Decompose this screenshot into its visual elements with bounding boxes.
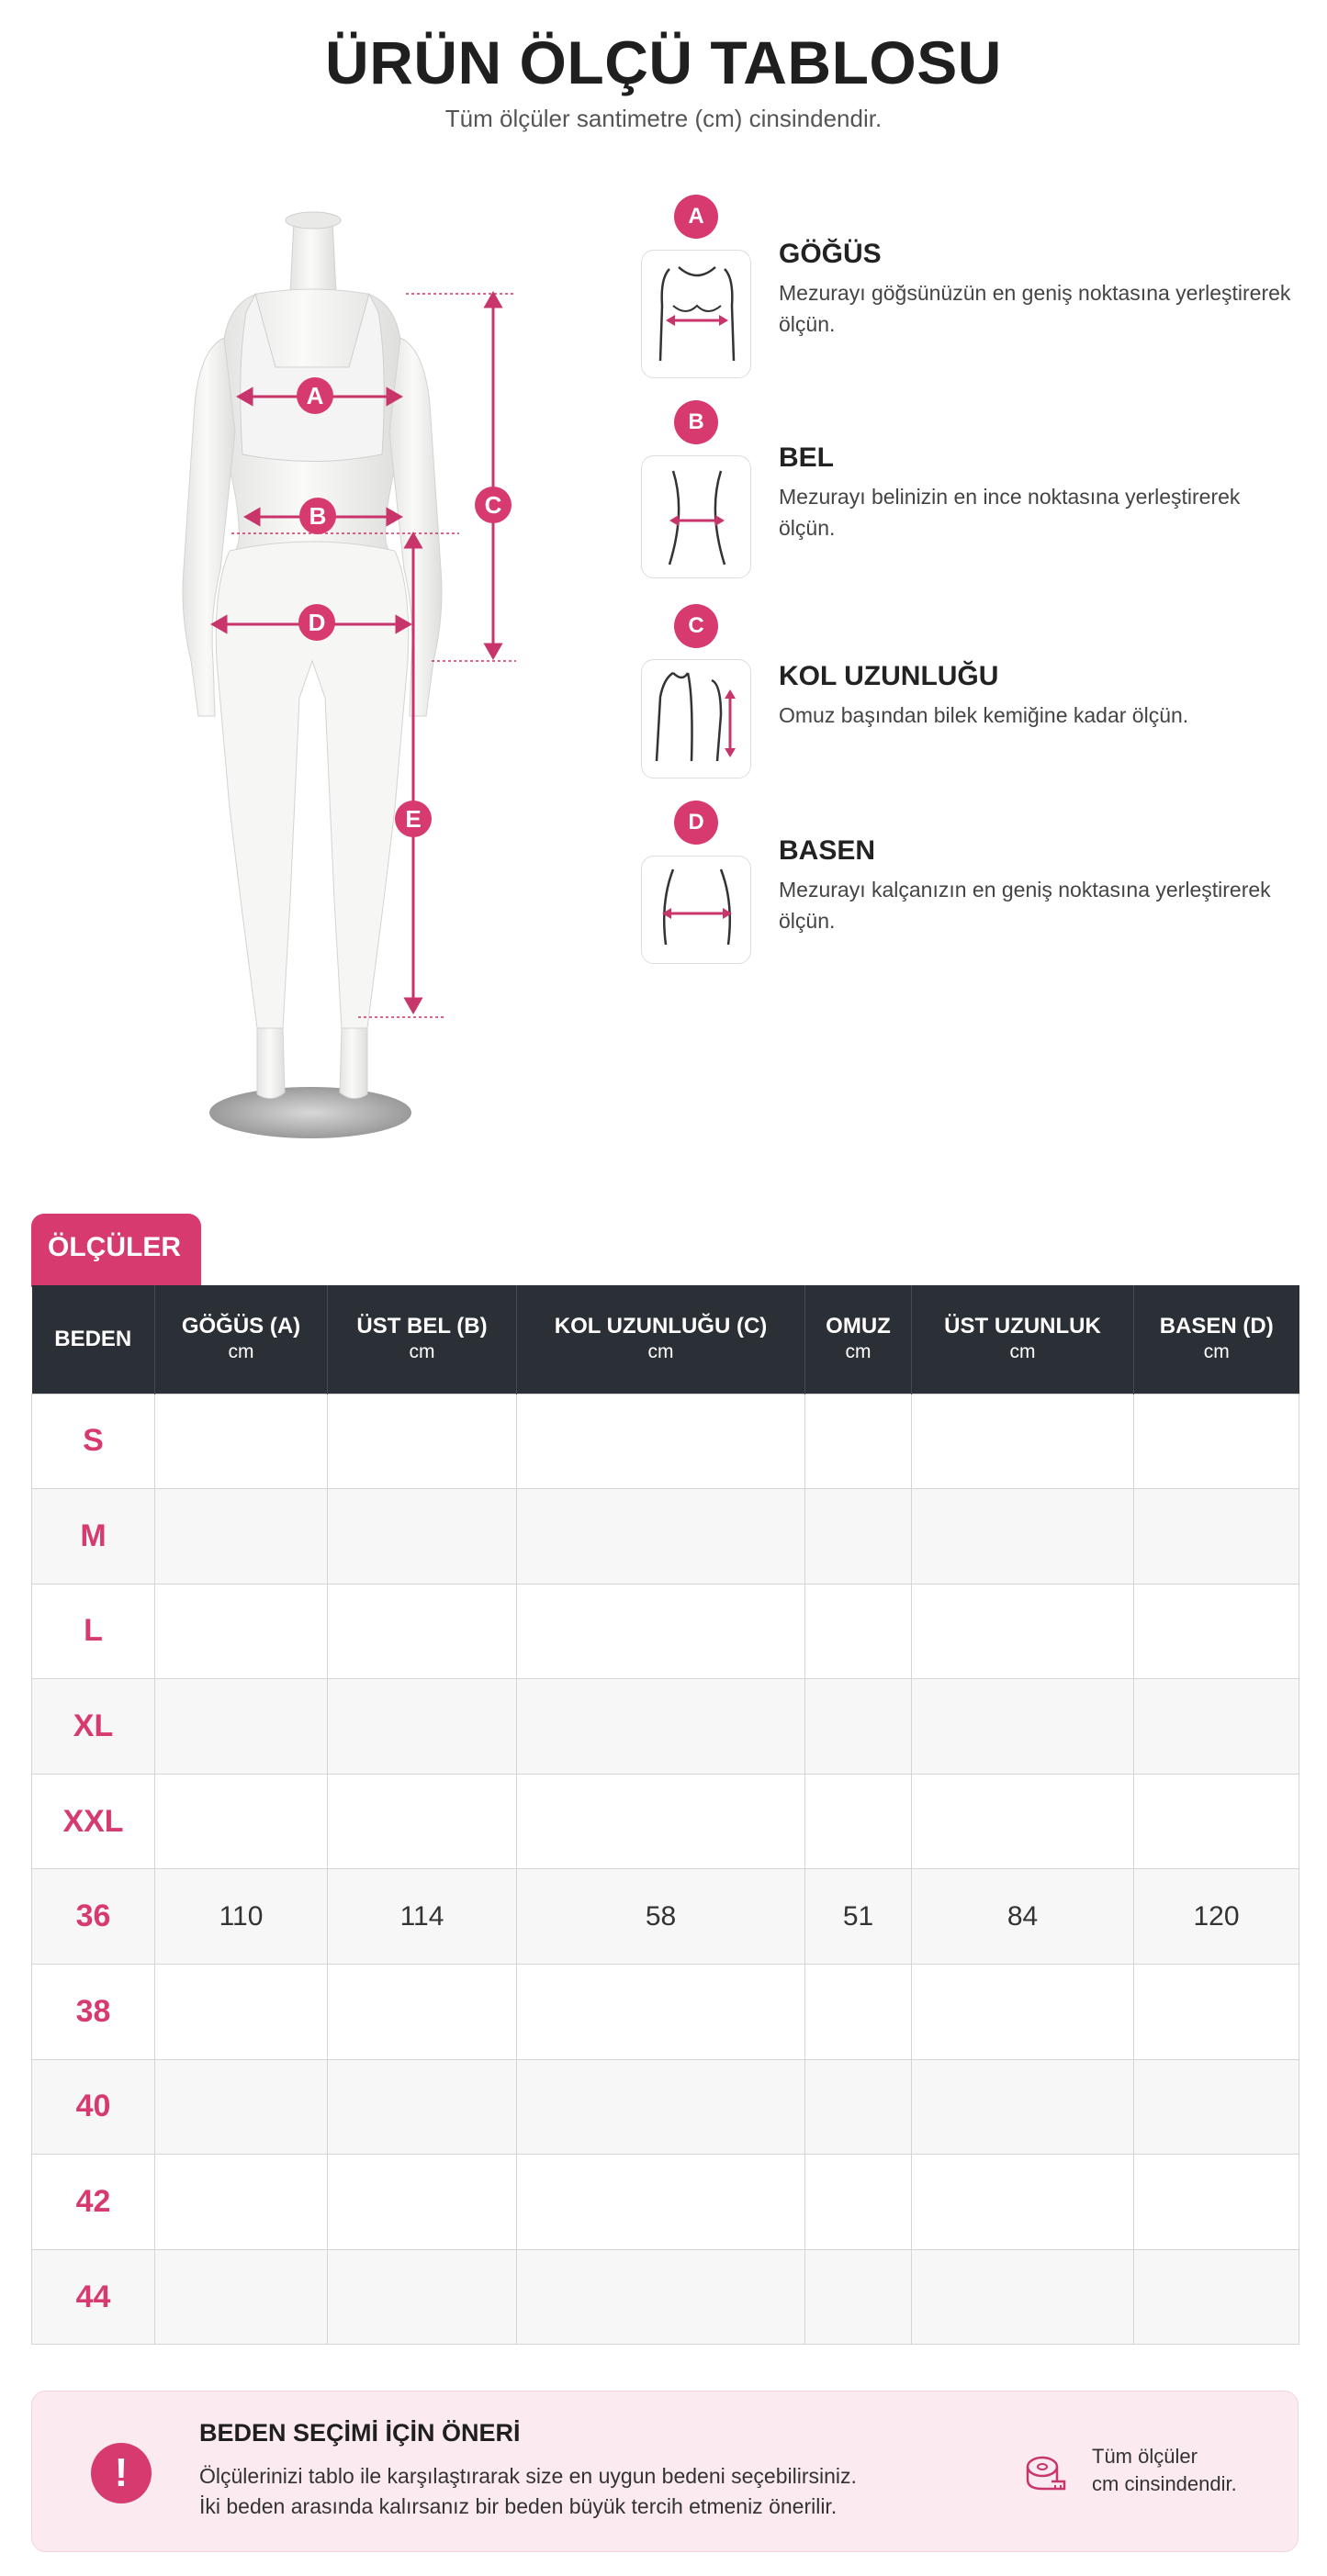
measurement-cell [328, 1584, 517, 1679]
measurement-cell [328, 1774, 517, 1869]
measurement-cell [328, 1965, 517, 2060]
measurement-cell [328, 2249, 517, 2345]
measuring-tape-icon [1024, 2450, 1068, 2494]
measurement-cell [155, 1965, 328, 2060]
table-row [32, 1394, 1299, 1489]
arm-length-icon [641, 659, 751, 778]
guide-badge-c: C [674, 604, 718, 648]
tip-line-1: Ölçülerinizi tablo ile karşılaştırarak size en uygun bedeni seçebilirsiniz. [199, 2464, 857, 2488]
measurement-cell [805, 2059, 912, 2155]
table-row [32, 2059, 1299, 2155]
measurement-cell [517, 1679, 805, 1775]
size-label-cell: 38 [32, 1965, 155, 2060]
guide-name-arm: KOL UZUNLUĞU [779, 661, 999, 691]
measurement-cell [517, 2059, 805, 2155]
marker-b: B [309, 502, 327, 530]
guide-desc-chest: Mezurayı göğsünüzün en geniş noktasına yerleştirerek ölçün. [779, 281, 1291, 336]
measurement-cell [1134, 1489, 1299, 1585]
column-header-waist: ÜST BEL (B) cm [328, 1285, 517, 1394]
guide-item-arm [641, 604, 1284, 788]
measurement-cell [912, 1489, 1134, 1585]
mannequin-illustration [92, 184, 542, 1148]
measurement-cell [1134, 2155, 1299, 2250]
measurement-cell [912, 2155, 1134, 2250]
exclamation-icon: ! [91, 2443, 152, 2503]
marker-d: D [308, 609, 326, 636]
table-header-row [32, 1285, 1299, 1394]
table-row [32, 1869, 1299, 1965]
guide-name-waist: BEL [779, 442, 834, 473]
measurement-cell [1134, 1584, 1299, 1679]
measurement-cell: 110 [155, 1869, 328, 1965]
size-label-cell: S [32, 1394, 155, 1489]
page-subtitle: Tüm ölçüler santimetre (cm) cinsindendir. [444, 105, 883, 132]
measurement-cell [155, 2155, 328, 2250]
tip-title: BEDEN SEÇİMİ İÇİN ÖNERİ [199, 2419, 521, 2447]
guide-name-hip: BASEN [779, 835, 876, 866]
measurement-cell [805, 1394, 912, 1489]
tip-text [199, 2461, 952, 2522]
measurement-cell [1134, 1679, 1299, 1775]
measurement-cell [155, 1584, 328, 1679]
size-label-cell: 44 [32, 2249, 155, 2345]
measurement-cell [912, 1965, 1134, 2060]
measurement-cell [517, 2249, 805, 2345]
column-header-top-length: ÜST UZUNLUK cm [912, 1285, 1134, 1394]
measurement-cell [328, 1489, 517, 1585]
hip-measure-icon [641, 856, 751, 964]
size-label-cell: M [32, 1489, 155, 1585]
measurement-cell [155, 1679, 328, 1775]
guide-desc-hip: Mezurayı kalçanızın en geniş noktasına yerleştirerek ölçün. [779, 878, 1271, 933]
size-label-cell: 40 [32, 2059, 155, 2155]
measurement-cell [517, 1394, 805, 1489]
measurement-cell [805, 1679, 912, 1775]
table-row [32, 1965, 1299, 2060]
guide-badge-b: B [674, 400, 718, 444]
measurement-cell [328, 2155, 517, 2250]
measurement-cell [517, 1584, 805, 1679]
measurement-cell [328, 2059, 517, 2155]
measurement-cell [517, 1489, 805, 1585]
table-row [32, 2155, 1299, 2250]
waist-measure-icon [641, 455, 751, 578]
marker-c: C [484, 491, 502, 519]
measurement-cell [805, 2155, 912, 2250]
measurement-cell [805, 1489, 912, 1585]
measurement-cell [155, 2059, 328, 2155]
measurement-cell: 51 [805, 1869, 912, 1965]
page-title: ÜRÜN ÖLÇÜ TABLOSU [325, 28, 1002, 96]
size-label-cell: 42 [32, 2155, 155, 2250]
size-table-body [32, 1394, 1299, 2345]
table-row [32, 1584, 1299, 1679]
measurement-cell [328, 1394, 517, 1489]
guide-badge-a: A [674, 195, 718, 239]
measurement-cell [517, 1774, 805, 1869]
guide-desc-waist: Mezurayı belinizin en ince noktasına yerleştirerek ölçün. [779, 485, 1241, 540]
measurement-cell [1134, 1965, 1299, 2060]
guide-desc-arm: Omuz başından bilek kemiğine kadar ölçün. [779, 703, 1189, 727]
measurement-cell [517, 1965, 805, 2060]
measurement-cell: 58 [517, 1869, 805, 1965]
size-label-cell: 36 [32, 1869, 155, 1965]
measurement-cell [912, 2249, 1134, 2345]
tip-unit-note [1092, 2443, 1276, 2498]
measurement-cell: 114 [328, 1869, 517, 1965]
tip-unit-line-2: cm cinsindendir. [1092, 2472, 1237, 2495]
marker-e: E [405, 805, 422, 833]
column-header-chest: GÖĞÜS (A) cm [155, 1285, 328, 1394]
measurement-cell [328, 1679, 517, 1775]
measurement-cell [805, 1965, 912, 2060]
measurement-cell [155, 2249, 328, 2345]
measurement-cell [155, 1394, 328, 1489]
measurement-cell [1134, 1394, 1299, 1489]
mannequin-figure [92, 184, 542, 1148]
measurement-cell [805, 2249, 912, 2345]
table-row [32, 1489, 1299, 1585]
table-row [32, 1679, 1299, 1775]
measurement-cell [805, 1584, 912, 1679]
marker-a: A [306, 382, 324, 409]
guide-badge-d: D [674, 801, 718, 845]
measurement-cell [155, 1489, 328, 1585]
measurement-cell [912, 2059, 1134, 2155]
measurement-cell [912, 1774, 1134, 1869]
tip-line-2: İki beden arasında kalırsanız bir beden büyük tercih etmeniz önerilir. [199, 2494, 838, 2518]
measurement-cell [1134, 2059, 1299, 2155]
measurement-cell [912, 1394, 1134, 1489]
measurement-cell: 120 [1134, 1869, 1299, 1965]
measurement-cell [805, 1774, 912, 1869]
column-header-arm-length: KOL UZUNLUĞU (C) cm [517, 1285, 805, 1394]
measurement-cell [1134, 2249, 1299, 2345]
size-tip-box [31, 2391, 1299, 2552]
measurement-cell [1134, 1774, 1299, 1869]
column-header-shoulder: OMUZ cm [805, 1285, 912, 1394]
size-label-cell: L [32, 1584, 155, 1679]
size-label-cell: XL [32, 1679, 155, 1775]
guide-name-chest: GÖĞÜS [779, 239, 882, 269]
chest-measure-icon [641, 250, 751, 378]
size-table [31, 1285, 1299, 2345]
table-row [32, 1774, 1299, 1869]
guide-item-chest [641, 195, 1291, 387]
measurements-section-tab: ÖLÇÜLER [31, 1214, 201, 1287]
measurement-cell [912, 1679, 1134, 1775]
table-row [32, 2249, 1299, 2345]
guide-item-waist [641, 400, 1284, 584]
measurement-cell [517, 2155, 805, 2250]
column-header-size: BEDEN [32, 1285, 155, 1394]
size-label-cell: XXL [32, 1774, 155, 1869]
measurement-cell: 84 [912, 1869, 1134, 1965]
measurement-cell [912, 1584, 1134, 1679]
tip-unit-line-1: Tüm ölçüler [1092, 2445, 1198, 2468]
measurement-cell [155, 1774, 328, 1869]
guide-item-hip [641, 801, 1284, 966]
column-header-hip: BASEN (D) cm [1134, 1285, 1299, 1394]
